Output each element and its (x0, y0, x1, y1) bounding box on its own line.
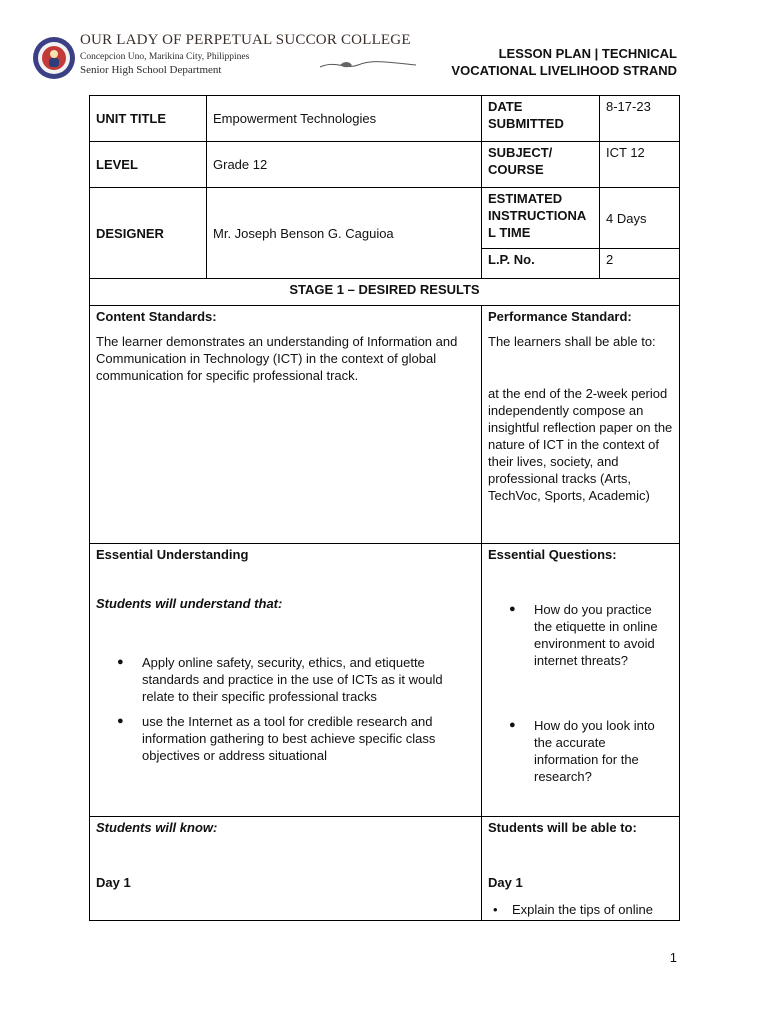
designer-label: DESIGNER (90, 188, 207, 279)
understanding-item: ● use the Internet as a tool for credible research and information gathering to best achieve specific class objectives or address situational (142, 713, 475, 764)
essential-questions-cell (482, 544, 680, 817)
students-able-cell (482, 817, 680, 921)
performance-standard-intro: The learners shall be able to: (488, 334, 656, 349)
question-item: ● How do you practice the etiquette in online environment to avoid internet threats? (534, 601, 673, 669)
date-submitted-label: DATE SUBMITTED (482, 96, 600, 142)
understanding-row (90, 544, 680, 817)
understand-subheading: Students will understand that: (96, 596, 283, 611)
flourish-ornament (318, 58, 418, 72)
school-name: OUR LADY OF PERPETUAL SUCCOR COLLEGE (80, 32, 411, 48)
able-list (488, 901, 673, 918)
able-item: • Explain the tips of online (512, 901, 673, 918)
page-header (0, 0, 768, 90)
subject-value: ICT 12 (600, 142, 680, 188)
info-row-unit (90, 96, 680, 142)
students-know-label: Students will know: (96, 820, 218, 835)
question-item: ● How do you look into the accurate information for the research? (534, 717, 673, 785)
document-title-line2: VOCATIONAL LIVELIHOOD STRAND (451, 63, 677, 78)
know-able-row (90, 817, 680, 921)
stage1-heading: STAGE 1 – DESIRED RESULTS (90, 279, 680, 306)
know-day-label: Day 1 (96, 875, 131, 890)
understanding-item: ● Apply online safety, security, ethics, and etiquette standards and practice in the use of ICTs as it would relate to their specific professional tracks (142, 654, 475, 705)
essential-questions-label: Essential Questions: (488, 547, 617, 562)
essential-understanding-cell (90, 544, 482, 817)
lp-number-label: L.P. No. (482, 249, 600, 279)
designer-value: Mr. Joseph Benson G. Caguioa (207, 188, 482, 279)
level-value: Grade 12 (207, 142, 482, 188)
document-title-line1: LESSON PLAN | TECHNICAL (498, 46, 677, 61)
unit-title-label: UNIT TITLE (90, 96, 207, 142)
questions-list (488, 601, 673, 785)
lesson-plan-table (89, 95, 680, 921)
performance-standard-text: at the end of the 2-week period independently compose an insightful reflection paper on the nature of ICT in the context of their lives, society, and professional tracks (Arts, TechVoc, Sports, Academic) (488, 386, 673, 503)
lp-number-value: 2 (600, 249, 680, 279)
standards-row (90, 306, 680, 544)
school-address: Concepcion Uno, Marikina City, Philippines (80, 52, 250, 62)
understanding-list (96, 654, 475, 764)
instructional-time-value: 4 Days (600, 188, 680, 249)
subject-label: SUBJECT/ COURSE (482, 142, 600, 188)
level-label: LEVEL (90, 142, 207, 188)
school-department: Senior High School Department (80, 64, 222, 76)
instructional-time-label: ESTIMATED INSTRUCTIONA L TIME (482, 188, 600, 249)
content-standards-cell (90, 306, 482, 544)
performance-standard-label: Performance Standard: (488, 309, 632, 324)
essential-understanding-label: Essential Understanding (96, 547, 249, 562)
students-able-label: Students will be able to: (488, 820, 637, 835)
students-know-cell (90, 817, 482, 921)
info-row-level (90, 142, 680, 188)
unit-title-value: Empowerment Technologies (207, 96, 482, 142)
content-standards-label: Content Standards: (96, 309, 217, 324)
date-submitted-value: 8-17-23 (600, 96, 680, 142)
performance-standard-cell (482, 306, 680, 544)
page-number: 1 (669, 950, 677, 965)
stage1-heading-row (90, 279, 680, 306)
document-title (451, 45, 677, 79)
info-row-designer (90, 188, 680, 249)
content-standards-text: The learner demonstrates an understanding of Information and Communication in Technology (ICT) in the context of global communication for specific professional track. (96, 334, 458, 383)
college-seal-icon (32, 36, 76, 80)
able-day-label: Day 1 (488, 875, 523, 890)
